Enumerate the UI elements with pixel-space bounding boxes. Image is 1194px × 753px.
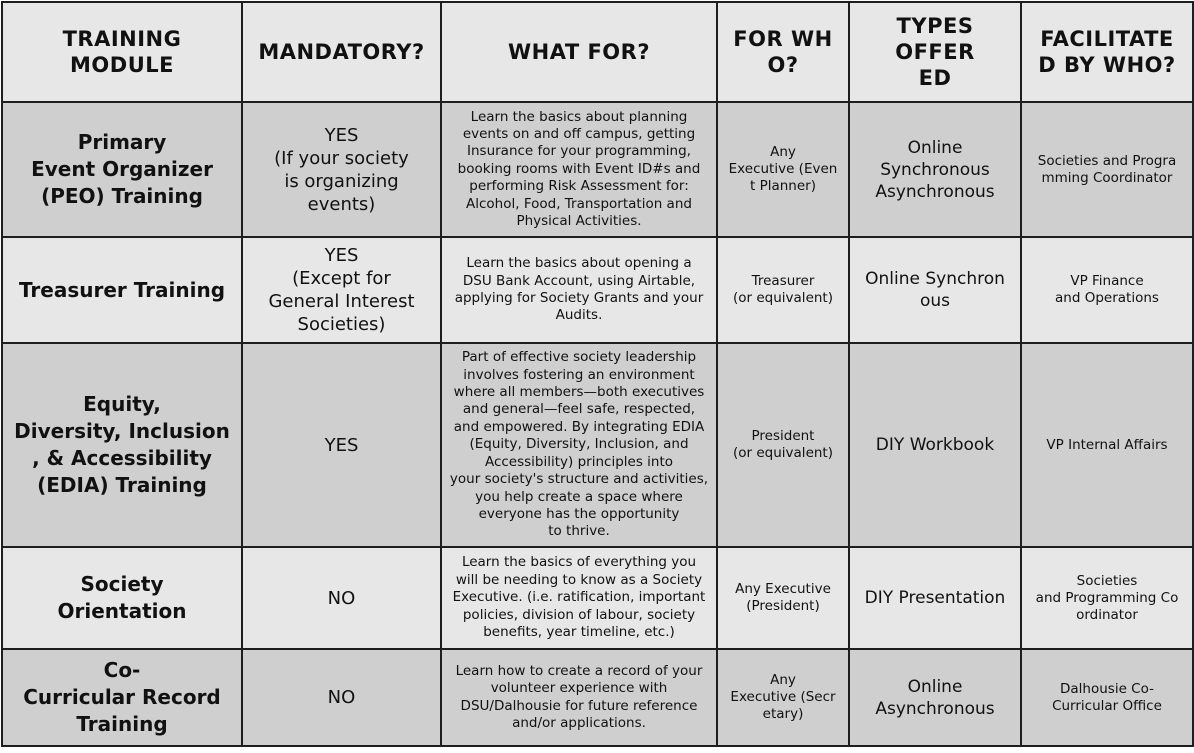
what-for-cell: Learn the basics about opening a DSU Bank Account, using Airtable, applying for Society Grants and your Audits.: [441, 237, 717, 343]
mandatory-cell: NO: [242, 547, 441, 649]
module-cell: Treasurer Training: [2, 237, 242, 343]
header-what-for: WHAT FOR?: [441, 2, 717, 102]
for-who-cell: Any Executive (Even t Planner): [717, 102, 849, 237]
module-cell: Primary Event Organizer (PEO) Training: [2, 102, 242, 237]
types-offered-cell: DIY Presentation: [849, 547, 1021, 649]
header-types-offered: TYPES OFFER ED: [849, 2, 1021, 102]
what-for-cell: Learn how to create a record of your volunteer experience with DSU/Dalhousie for future reference and/or applications.: [441, 649, 717, 746]
module-cell: Co- Curricular Record Training: [2, 649, 242, 746]
what-for-cell: Learn the basics of everything you will be needing to know as a Society Executive. (i.e. ratification, important policies, division of labour, society benefits, year timeline, etc.): [441, 547, 717, 649]
table-row-ccr: [2, 649, 1193, 746]
facilitated-by-cell: Societies and Progra mming Coordinator: [1021, 102, 1193, 237]
what-for-cell: Learn the basics about planning events on and off campus, getting Insurance for your programming, booking rooms with Event ID#s and performing Risk Assessment for: Alcohol, Food, Transportation and Physical Activities.: [441, 102, 717, 237]
training-table: [1, 1, 1194, 747]
mandatory-cell: YES: [242, 343, 441, 547]
table-row-edia: [2, 343, 1193, 547]
header-facilitated-by: FACILITATE D BY WHO?: [1021, 2, 1193, 102]
mandatory-cell: NO: [242, 649, 441, 746]
mandatory-cell: YES (If your society is organizing events): [242, 102, 441, 237]
header-row: [2, 2, 1193, 102]
what-for-cell: Part of effective society leadership involves fostering an environment where all members—both executives and general—feel safe, respected, and empowered. By integrating EDIA (Equity, Diversity, Inclusion, and Accessibility) principles into your society's structure and activities, you help create a space where everyone has the opportunity to thrive.: [441, 343, 717, 547]
header-training-module: TRAINING MODULE: [2, 2, 242, 102]
module-cell: Equity, Diversity, Inclusion , & Accessibility (EDIA) Training: [2, 343, 242, 547]
facilitated-by-cell: VP Internal Affairs: [1021, 343, 1193, 547]
mandatory-cell: YES (Except for General Interest Societies): [242, 237, 441, 343]
types-offered-cell: Online Synchron ous: [849, 237, 1021, 343]
facilitated-by-cell: Societies and Programming Co ordinator: [1021, 547, 1193, 649]
types-offered-cell: Online Asynchronous: [849, 649, 1021, 746]
for-who-cell: President (or equivalent): [717, 343, 849, 547]
header-mandatory: MANDATORY?: [242, 2, 441, 102]
facilitated-by-cell: VP Finance and Operations: [1021, 237, 1193, 343]
facilitated-by-cell: Dalhousie Co- Curricular Office: [1021, 649, 1193, 746]
types-offered-cell: DIY Workbook: [849, 343, 1021, 547]
for-who-cell: Any Executive (Secr etary): [717, 649, 849, 746]
module-cell: Society Orientation: [2, 547, 242, 649]
header-for-who: FOR WH O?: [717, 2, 849, 102]
for-who-cell: Any Executive (President): [717, 547, 849, 649]
table-row-orientation: [2, 547, 1193, 649]
table-row-treasurer: [2, 237, 1193, 343]
types-offered-cell: Online Synchronous Asynchronous: [849, 102, 1021, 237]
table-row-peo: [2, 102, 1193, 237]
for-who-cell: Treasurer (or equivalent): [717, 237, 849, 343]
